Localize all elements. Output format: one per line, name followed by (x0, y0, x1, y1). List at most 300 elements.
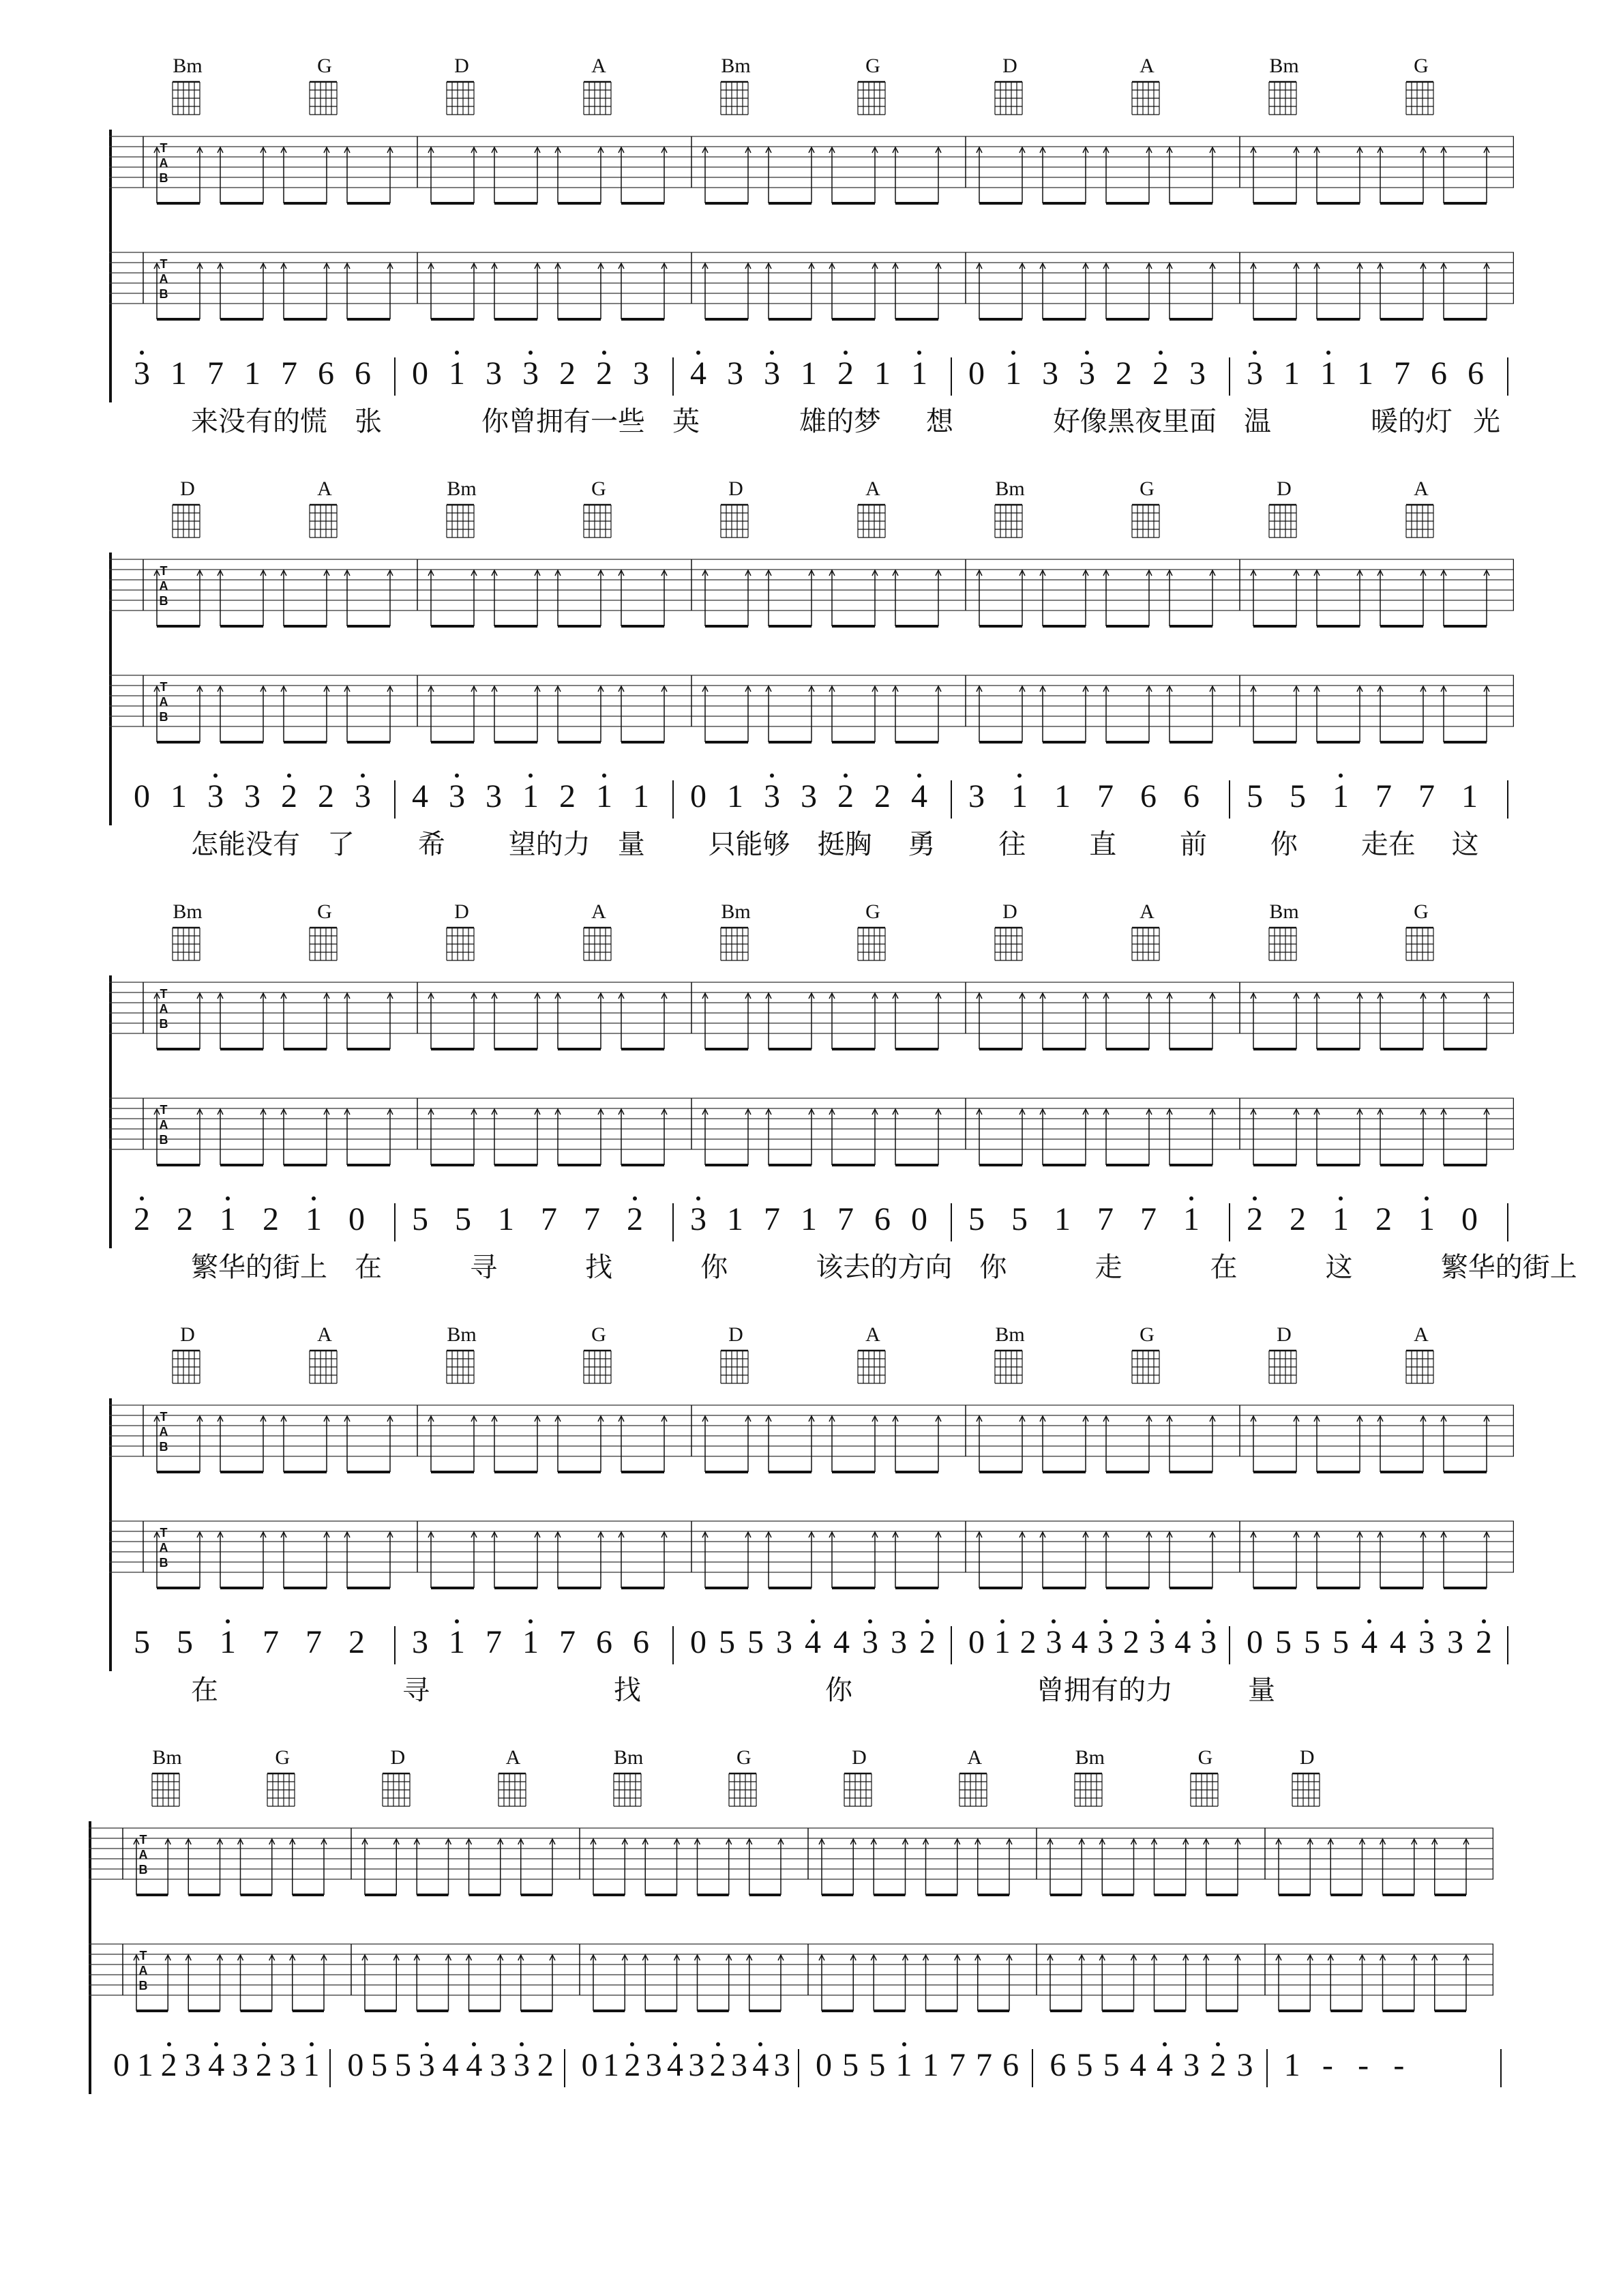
note-digit: 0 (690, 1624, 706, 1660)
lyric-text: 挺胸 (817, 829, 872, 860)
note-digit: 3 (279, 2047, 296, 2083)
measure-bar (1266, 2049, 1268, 2087)
note-digit: 0 (581, 2047, 598, 2083)
note-digit: 7 (541, 1201, 557, 1237)
note-digit: 7 (837, 1201, 854, 1237)
jianpu-note (796, 778, 821, 816)
chord-symbol (1260, 55, 1308, 117)
chord-name: Bm (173, 900, 203, 923)
tab-staff-lines (89, 1821, 1493, 1910)
measure-bar (672, 1203, 674, 1241)
jianpu-note (686, 1201, 711, 1239)
lead-tab-staff (109, 1091, 1514, 1180)
chord-diagram-icon (1290, 1771, 1325, 1809)
measure-bar (951, 780, 952, 819)
measure-bar (1229, 1626, 1230, 1664)
octave-dot (520, 2042, 524, 2046)
note-digit: 1 (1005, 355, 1022, 392)
chord-diagram-icon (170, 925, 205, 963)
jianpu-note (1075, 355, 1099, 393)
chord-symbol (438, 900, 486, 963)
jianpu-note (486, 2046, 510, 2085)
jianpu-note (870, 1201, 895, 1239)
octave-dot (811, 1619, 815, 1623)
chord-diagram-icon (1403, 925, 1439, 963)
octave-dot (1103, 1619, 1107, 1623)
note-digit: 3 (764, 778, 780, 814)
jianpu-note (1414, 1201, 1439, 1239)
jianpu-note (1328, 1623, 1353, 1662)
chord-symbol (301, 1323, 348, 1386)
octave-dot (140, 351, 144, 355)
note-digit: 3 (513, 2047, 531, 2083)
chord-symbol (712, 55, 760, 117)
jianpu-note (1390, 355, 1414, 393)
note-digit: 4 (667, 2047, 683, 2083)
measure-bar (672, 357, 674, 396)
jianpu-note (408, 1623, 432, 1662)
rhythm-tab-staff (89, 1821, 1507, 1910)
octave-dot (633, 1196, 637, 1201)
jianpu-note (1242, 355, 1267, 393)
octave-dot (1085, 351, 1089, 355)
note-digit: 1 (1054, 778, 1071, 814)
lyric-text: 繁华的街上 (1440, 1252, 1577, 1283)
jianpu-note (1353, 355, 1378, 393)
chord-diagram-icon (1129, 502, 1165, 540)
octave-dot (770, 774, 774, 778)
jianpu-note (1050, 1201, 1075, 1239)
chord-diagram-icon (170, 79, 205, 117)
lyric-text: 量 (1248, 1675, 1275, 1706)
note-digit: 2 (709, 2047, 726, 2083)
jianpu-note (870, 355, 895, 393)
note-digit: 3 (1097, 1624, 1114, 1660)
note-digit: 3 (1418, 1624, 1435, 1660)
measure-bar (672, 780, 674, 819)
note-digit: 0 (968, 355, 985, 392)
chord-symbol (986, 55, 1034, 117)
jianpu-note (623, 1201, 647, 1239)
chord-diagram-icon (1266, 1348, 1302, 1386)
note-digit: 6 (355, 355, 371, 392)
jianpu-note (1371, 1201, 1396, 1239)
note-digit: 2 (874, 778, 891, 814)
jianpu-note (314, 355, 338, 393)
tab-clef-letter: B (159, 171, 168, 185)
chord-name: G (591, 477, 606, 500)
chord-diagram-icon (855, 1348, 891, 1386)
tab-staff-lines (109, 668, 1514, 757)
note-digit: 1 (922, 2047, 939, 2083)
lyric-text: 怎能没有 (191, 829, 300, 860)
octave-dot (758, 2042, 762, 2046)
note-digit: 0 (1461, 1201, 1478, 1237)
jianpu-note (344, 1623, 369, 1662)
lyric-text: 往 (998, 829, 1026, 860)
chord-name: A (967, 1746, 982, 1769)
chord-name: G (865, 900, 880, 923)
chord-name: D (728, 1323, 743, 1346)
chord-diagram-icon (581, 1348, 616, 1386)
jianpu-note (919, 2046, 943, 2085)
chord-name: Bm (447, 1323, 477, 1346)
chord-symbol (258, 1746, 306, 1809)
jianpu-note (1073, 2046, 1097, 2085)
jianpu-note (462, 2046, 486, 2085)
chord-diagram-icon (718, 79, 754, 117)
jianpu-note (173, 1201, 197, 1239)
jianpu-note (1196, 1623, 1221, 1662)
note-digit: 3 (690, 1201, 706, 1237)
jianpu-note (203, 355, 228, 393)
tab-staff-lines (109, 246, 1514, 334)
lyric-text: 雄的梦 (799, 406, 881, 437)
chord-name: Bm (1269, 55, 1299, 77)
tab-staff-lines (109, 975, 1514, 1064)
chord-name: D (1002, 900, 1017, 923)
tab-clef-letter: T (160, 987, 168, 1001)
note-digit: 4 (412, 778, 428, 814)
jianpu-note (533, 2046, 558, 2085)
note-digit: 6 (318, 355, 334, 392)
note-digit: 2 (263, 1201, 279, 1237)
jianpu-note (481, 355, 506, 393)
note-digit: 3 (1079, 355, 1095, 392)
jianpu-note (1016, 1623, 1041, 1662)
note-digit: 4 (442, 2047, 459, 2083)
jianpu-note (1206, 2046, 1230, 2085)
lyric-text: 勇 (908, 829, 936, 860)
jianpu-note (1242, 1623, 1267, 1662)
chord-diagram-icon (170, 502, 205, 540)
octave-dot (226, 1619, 230, 1623)
note-digit: 2 (318, 778, 334, 814)
jianpu-note (277, 778, 301, 816)
jianpu-note (240, 778, 265, 816)
jianpu-note (1386, 1623, 1410, 1662)
jianpu-note (833, 355, 858, 393)
note-digit: 4 (1129, 2047, 1146, 2083)
chord-symbol (951, 1746, 998, 1809)
jianpu-note (858, 1623, 882, 1662)
measure-bar (1507, 780, 1508, 819)
chord-name: D (1277, 1323, 1292, 1346)
chord-diagram-icon (1403, 1348, 1439, 1386)
note-digit: 2 (134, 1201, 150, 1237)
chord-name: A (591, 900, 606, 923)
jianpu-note (228, 2046, 252, 2085)
chord-symbol (849, 55, 897, 117)
note-digit: 2 (624, 2047, 641, 2083)
note-digit: 1 (136, 2047, 153, 2083)
jianpu-note (301, 1201, 326, 1239)
jianpu-note (451, 1201, 475, 1239)
jianpu-note (555, 355, 580, 393)
jianpu-note (1179, 2046, 1204, 2085)
octave-dot (1159, 351, 1163, 355)
chord-diagram-icon (581, 502, 616, 540)
jianpu-note (1152, 2046, 1177, 2085)
measure-bar (1507, 357, 1508, 396)
jianpu-note (580, 1201, 604, 1239)
jianpu-note (1170, 1623, 1195, 1662)
jianpu-note (629, 1623, 653, 1662)
tab-clef-letter: T (160, 1526, 168, 1540)
note-digit: 1 (1332, 778, 1349, 814)
note-digit: 1 (727, 778, 743, 814)
note-digit: 1 (449, 355, 465, 392)
chord-symbol (1397, 477, 1445, 540)
note-digit: 5 (371, 2047, 388, 2083)
chord-name: D (1299, 1746, 1315, 1769)
tab-clef-letter: A (138, 1964, 148, 1977)
chord-symbol (575, 55, 623, 117)
tab-clef-letter: B (159, 1017, 168, 1031)
chord-diagram-icon (992, 79, 1028, 117)
chord-diagram-icon (1072, 1771, 1107, 1809)
lyric-text: 好像黑夜里面 (1053, 406, 1217, 437)
note-digit: 1 (1283, 355, 1300, 392)
chord-name: D (1002, 55, 1017, 77)
note-digit: 3 (412, 1624, 428, 1660)
octave-dot (696, 351, 700, 355)
measure-bar (394, 357, 396, 396)
jianpu-note (723, 355, 747, 393)
jianpu-note (481, 778, 506, 816)
lyric-text: 你 (1270, 829, 1298, 860)
tab-staff-lines (109, 553, 1514, 641)
note-digit: 5 (1011, 1201, 1028, 1237)
chord-symbol (1123, 55, 1171, 117)
note-digit: 7 (1375, 778, 1392, 814)
note-digit: 1 (1357, 355, 1373, 392)
chord-name: D (180, 477, 195, 500)
lyric-text: 光 (1473, 406, 1500, 437)
chord-diagram-icon (1266, 925, 1302, 963)
lyric-text: 温 (1244, 406, 1271, 437)
lyric-text: 走在 (1360, 829, 1416, 860)
note-digit: 3 (1189, 355, 1206, 392)
jianpu-note (1285, 778, 1310, 816)
jianpu-note (801, 1623, 825, 1662)
note-digit: 4 (911, 778, 927, 814)
note-digit: 1 (895, 2047, 912, 2083)
chord-diagram-icon (855, 925, 891, 963)
note-digit: 0 (911, 1201, 927, 1237)
octave-dot (868, 1619, 872, 1623)
lead-tab-staff (89, 1937, 1507, 2026)
note-digit: 2 (160, 2047, 177, 2083)
note-digit: 3 (449, 778, 465, 814)
jianpu-note (1126, 2046, 1150, 2085)
chord-name: G (1197, 1746, 1213, 1769)
jianpu-note (796, 1201, 821, 1239)
note-digit: 4 (1390, 1624, 1406, 1660)
note-digit: 1 (306, 1201, 322, 1237)
lyric-text: 寻 (402, 1675, 430, 1706)
note-digit: - (1358, 2047, 1369, 2083)
note-digit: 3 (862, 1624, 878, 1660)
note-digit: 1 (498, 1201, 514, 1237)
chord-diagram-icon (380, 1771, 415, 1809)
chord-name: G (1414, 900, 1429, 923)
chord-name: A (865, 1323, 880, 1346)
octave-dot (602, 351, 606, 355)
note-digit: 7 (1097, 1201, 1114, 1237)
note-digit: 1 (170, 355, 187, 392)
measure-bar (329, 2049, 331, 2087)
octave-dot (1017, 774, 1022, 778)
jianpu-note (907, 778, 932, 816)
note-digit: 5 (719, 1624, 735, 1660)
note-digit: 3 (490, 2047, 507, 2083)
note-digit: 0 (412, 355, 428, 392)
note-digit: 4 (805, 1624, 821, 1660)
jianpu-note (1457, 778, 1482, 816)
note-digit: 3 (1447, 1624, 1463, 1660)
tab-clef-letter: T (160, 141, 168, 155)
note-digit: 2 (837, 355, 854, 392)
chord-diagram-icon (718, 1348, 754, 1386)
lead-tab-staff (109, 246, 1514, 334)
jianpu-note (1457, 1201, 1482, 1239)
jianpu-note (1386, 2046, 1411, 2085)
chord-diagram-icon (1403, 502, 1439, 540)
jianpu-note (772, 1623, 796, 1662)
jianpu-note (1093, 1201, 1118, 1239)
note-digit: 7 (949, 2047, 966, 2083)
octave-dot (902, 2042, 906, 2046)
measure-bar (1507, 1203, 1508, 1241)
jianpu-note (367, 2046, 391, 2085)
jianpu-note (686, 355, 711, 393)
jianpu-note (907, 1201, 932, 1239)
octave-dot (312, 1196, 316, 1201)
note-digit: 3 (1200, 1624, 1217, 1660)
note-digit: 4 (1361, 1624, 1378, 1660)
jianpu-note (838, 2046, 863, 2085)
lyric-text: 直 (1089, 829, 1117, 860)
note-digit: 5 (1076, 2047, 1093, 2083)
tab-clef-letter: A (159, 695, 168, 709)
tab-staff-lines (89, 1937, 1493, 2026)
note-digit: 4 (466, 2047, 483, 2083)
jianpu-note (157, 2046, 181, 2085)
jianpu-note (1280, 2046, 1305, 2085)
jianpu-note (1179, 778, 1204, 816)
chord-symbol (164, 900, 211, 963)
jianpu-note (592, 355, 616, 393)
note-digit: 3 (244, 778, 260, 814)
chord-symbol (1123, 1323, 1171, 1386)
note-digit: 3 (418, 2047, 435, 2083)
music-system (109, 477, 1514, 859)
jianpu-note (760, 778, 784, 816)
tab-clef-letter: B (159, 594, 168, 608)
chord-name: D (180, 1323, 195, 1346)
chord-symbol (712, 1323, 760, 1386)
chord-diagram-icon (1129, 925, 1165, 963)
note-digit: 7 (559, 1624, 576, 1660)
jianpu-note (833, 1201, 858, 1239)
chord-symbol (143, 1746, 191, 1809)
note-digit: 2 (177, 1201, 193, 1237)
note-digit: 5 (1304, 1624, 1320, 1660)
jianpu-note (892, 2046, 917, 2085)
chord-diagram-icon (1129, 1348, 1165, 1386)
lead-tab-staff (109, 1514, 1514, 1603)
octave-dot (1052, 1619, 1056, 1623)
note-digit: 1 (1283, 2047, 1300, 2083)
chord-symbol (1397, 900, 1445, 963)
note-digit: 3 (633, 355, 649, 392)
chord-symbol (1397, 1323, 1445, 1386)
jianpu-note (258, 1201, 283, 1239)
chord-name: D (852, 1746, 867, 1769)
jianpu-note (760, 355, 784, 393)
note-digit: 7 (486, 1624, 502, 1660)
note-digit: 3 (184, 2047, 201, 2083)
chord-name: D (728, 477, 743, 500)
jianpu-note (770, 2046, 794, 2085)
jianpu-note (537, 1201, 561, 1239)
octave-dot (213, 774, 218, 778)
jianpu-note (1285, 1201, 1310, 1239)
note-digit: 1 (1461, 778, 1478, 814)
note-digit: 2 (1116, 355, 1132, 392)
note-digit: 2 (348, 1624, 365, 1660)
lyric-text: 了 (327, 829, 355, 860)
chord-name: G (591, 1323, 606, 1346)
tab-clef-letter: T (139, 1949, 147, 1962)
chord-symbol (1260, 1323, 1308, 1386)
lyric-text: 在 (1210, 1252, 1238, 1283)
chord-name: A (317, 1323, 332, 1346)
measure-bar (951, 357, 952, 396)
jianpu-note (518, 778, 543, 816)
note-digit: 3 (764, 355, 780, 392)
jianpu-note (351, 778, 375, 816)
lyric-text: 曾拥有的力 (1037, 1675, 1173, 1706)
note-digit: 3 (134, 355, 150, 392)
jianpu-note (723, 778, 747, 816)
jianpu-note (964, 355, 989, 393)
note-digit: 0 (816, 2047, 832, 2083)
measure-bar (951, 1203, 952, 1241)
octave-dot (1253, 351, 1257, 355)
jianpu-note (915, 1623, 940, 1662)
lyric-text: 英 (672, 406, 700, 437)
chord-symbol (301, 477, 348, 540)
note-digit: 1 (727, 1201, 743, 1237)
note-digit: 0 (113, 2047, 130, 2083)
jianpu-note (445, 355, 469, 393)
tab-clef-letter: A (159, 1002, 168, 1016)
lyric-text: 这 (1325, 1252, 1353, 1283)
note-digit: 7 (1097, 778, 1114, 814)
lyric-text: 只能够 (708, 829, 790, 860)
jianpu-note (109, 2046, 134, 2085)
note-digit: 6 (874, 1201, 891, 1237)
octave-dot (214, 2042, 218, 2046)
lyric-text: 你曾拥有一些 (481, 406, 645, 437)
note-digit: 5 (394, 2047, 411, 2083)
jianpu-note (1112, 355, 1136, 393)
note-digit: 7 (764, 1201, 780, 1237)
chord-name: Bm (613, 1746, 644, 1769)
note-digit: 3 (968, 778, 985, 814)
